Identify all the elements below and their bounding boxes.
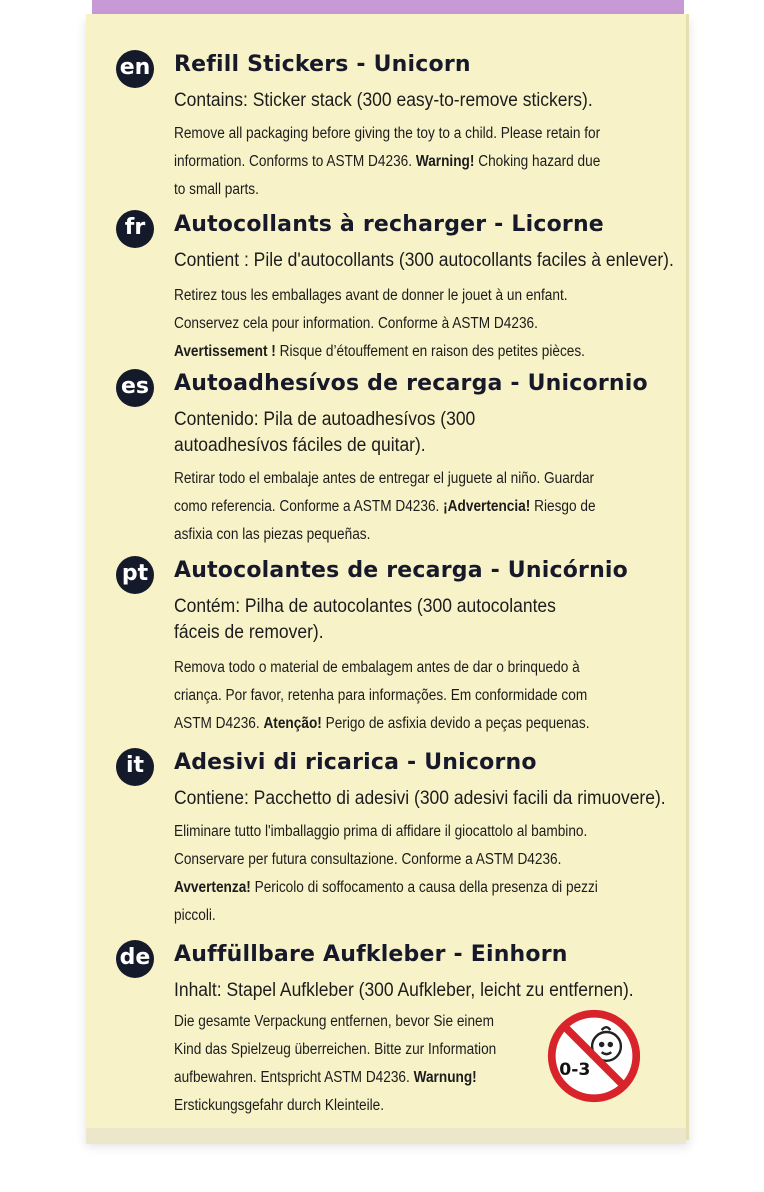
- section-title-pt: Autocolantes de recarga - Unicórnio: [174, 558, 628, 583]
- body-text-post-en: Choking hazard due to small parts.: [174, 153, 601, 198]
- warning-it: Avvertenza!: [174, 879, 251, 896]
- warning-pt: Atenção!: [263, 715, 322, 732]
- label-panel-bottom: [86, 1128, 686, 1144]
- age-label: 0-3: [559, 1060, 591, 1081]
- section-title-it: Adesivi di ricarica - Unicorno: [174, 750, 537, 775]
- contains-en: Contains: Sticker stack (300 easy-to-remove stickers).: [174, 90, 593, 111]
- warning-fr: Avertissement !: [174, 343, 276, 360]
- body-fr: [174, 282, 614, 366]
- body-pt: [174, 654, 614, 738]
- lang-badge-fr: fr: [116, 210, 154, 248]
- body-text-es: Retirar todo el embalaje antes de entregar el juguete al niño. Guardar como referencia. Conforme a ASTM D4236.: [174, 470, 595, 515]
- body-text-post-es: Riesgo de asfixia con las piezas pequeñas.: [174, 498, 596, 543]
- contains-pt: Contém: Pilha de autocolantes (300 autocolantes fáceis de remover).: [174, 596, 556, 643]
- body-de: [174, 1008, 508, 1120]
- contains-fr: Contient : Pile d'autocollants (300 autocollants faciles à enlever).: [174, 250, 674, 271]
- contains-de: Inhalt: Stapel Aufkleber (300 Aufkleber, leicht zu entfernen).: [174, 980, 634, 1001]
- age-restriction-icon: [546, 1008, 642, 1104]
- lang-badge-en: en: [116, 50, 154, 88]
- body-it: [174, 818, 614, 930]
- section-title-fr: Autocollants à recharger - Licorne: [174, 212, 604, 237]
- body-text-de: Die gesamte Verpackung entfernen, bevor Sie einem Kind das Spielzeug überreichen. Bitte zur Information aufbewahren. Entspricht ASTM D4236.: [174, 1013, 497, 1086]
- body-text-it: Eliminare tutto l'imballaggio prima di affidare il giocattolo al bambino. Conservare per futura consultazione. Conforme a ASTM D4236.: [174, 823, 588, 868]
- lang-badge-de: de: [116, 940, 154, 978]
- body-text-pt: Remova todo o material de embalagem antes de dar o brinquedo à criança. Por favor, retenha para informações. Em conformidade com ASTM D4236.: [174, 659, 588, 732]
- contains-it: Contiene: Pacchetto di adesivi (300 adesivi facili da rimuovere).: [174, 788, 666, 809]
- body-en: [174, 120, 614, 204]
- lang-badge-it: it: [116, 748, 154, 786]
- body-text-en: Remove all packaging before giving the toy to a child. Please retain for information. Conforms to ASTM D4236.: [174, 125, 601, 170]
- lang-badge-pt: pt: [116, 556, 154, 594]
- section-title-es: Autoadhesívos de recarga - Unicornio: [174, 371, 648, 396]
- body-es: [174, 465, 614, 549]
- section-title-de: Auffüllbare Aufkleber - Einhorn: [174, 942, 568, 967]
- lang-badge-es: es: [116, 369, 154, 407]
- body-text-fr: Retirez tous les emballages avant de donner le jouet à un enfant. Conservez cela pour information. Conforme à ASTM D4236.: [174, 287, 568, 332]
- contains-es: Contenido: Pila de autoadhesívos (300 autoadhesívos fáciles de quitar).: [174, 409, 476, 456]
- body-text-post-pt: Perigo de asfixia devido a peças pequenas.: [321, 715, 590, 732]
- warning-de: Warnung!: [413, 1069, 477, 1086]
- body-text-post-it: Pericolo di soffocamento a causa della presenza di pezzi piccoli.: [174, 879, 598, 924]
- body-text-post-fr: Risque d’étouffement en raison des petites pièces.: [275, 343, 585, 360]
- body-text-post-de: Erstickungsgefahr durch Kleinteile.: [174, 1097, 385, 1114]
- warning-es: ¡Advertencia!: [443, 498, 531, 515]
- warning-en: Warning!: [415, 153, 475, 170]
- section-title-en: Refill Stickers - Unicorn: [174, 52, 471, 77]
